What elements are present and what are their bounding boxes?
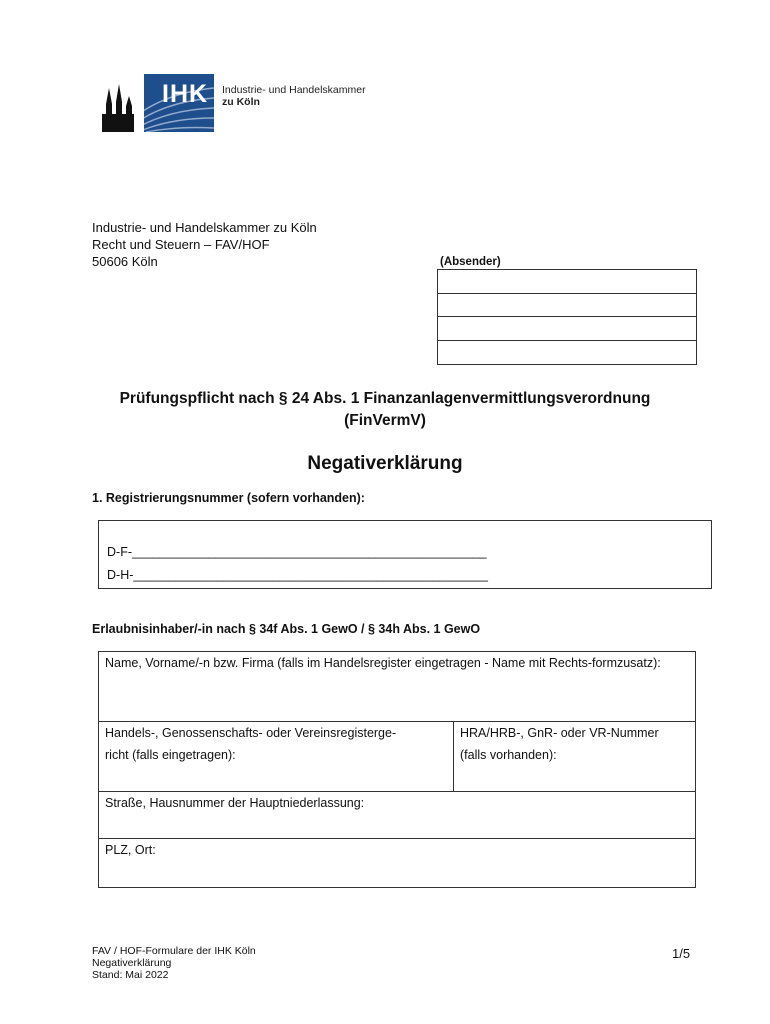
sender-box: [437, 269, 697, 365]
city-field-label: PLZ, Ort:: [105, 843, 156, 857]
register-court-label-line1: Handels-, Genossenschafts- oder Vereinsregisterge-: [105, 726, 397, 740]
address-line2: Recht und Steuern – FAV/HOF: [92, 237, 270, 252]
sender-row[interactable]: [438, 341, 696, 365]
sender-row[interactable]: [438, 317, 696, 341]
sender-row[interactable]: [438, 270, 696, 294]
logo-mark: IHK: [162, 80, 209, 108]
street-field[interactable]: [99, 792, 696, 839]
title-line2: (FinVermV): [344, 412, 426, 429]
page-number: 1/5: [672, 946, 691, 961]
section2-label: Erlaubnisinhaber/-in nach § 34f Abs. 1 GewO / § 34h Abs. 1 GewO: [92, 622, 481, 636]
registration-dh-field[interactable]: D-H-___________________________________________________: [107, 568, 488, 582]
page-heading: Negativerklärung: [307, 453, 463, 474]
register-number-label-line1: HRA/HRB-, GnR- oder VR-Nummer: [460, 726, 659, 740]
title-line1: Prüfungspflicht nach § 24 Abs. 1 Finanzanlagenvermittlungsverordnung: [119, 390, 651, 407]
register-court-field[interactable]: [99, 722, 454, 792]
sender-label: (Absender): [440, 256, 501, 268]
logo-box: [98, 74, 214, 132]
logo-text-line2: zu Köln: [222, 96, 260, 108]
address-line3: 50606 Köln: [92, 254, 158, 269]
street-field-label: Straße, Hausnummer der Hauptniederlassung:: [105, 796, 365, 810]
footer-line3: Stand: Mai 2022: [92, 969, 169, 981]
section1-label: 1. Registrierungsnummer (sofern vorhanden):: [92, 491, 365, 505]
address-line1: Industrie- und Handelskammer zu Köln: [92, 220, 317, 235]
footer-line2: Negativerklärung: [92, 957, 172, 969]
holder-table: [98, 651, 696, 888]
ihk-logo: [98, 74, 378, 132]
registration-box: [98, 520, 712, 589]
footer-line1: FAV / HOF-Formulare der IHK Köln: [92, 945, 256, 957]
name-field-label: Name, Vorname/-n bzw. Firma (falls im Handelsregister eingetragen - Name mit Rechts-formzusatz):: [105, 656, 661, 670]
registration-df-field[interactable]: D-F-___________________________________________________: [107, 545, 487, 559]
logo-text-line1: Industrie- und Handelskammer: [222, 84, 366, 96]
register-number-label-line2: (falls vorhanden):: [460, 748, 557, 762]
city-field[interactable]: [99, 839, 696, 888]
name-field[interactable]: [99, 652, 696, 722]
register-number-field[interactable]: [454, 722, 696, 792]
sender-row[interactable]: [438, 294, 696, 318]
register-court-label-line2: richt (falls eingetragen):: [105, 748, 236, 762]
